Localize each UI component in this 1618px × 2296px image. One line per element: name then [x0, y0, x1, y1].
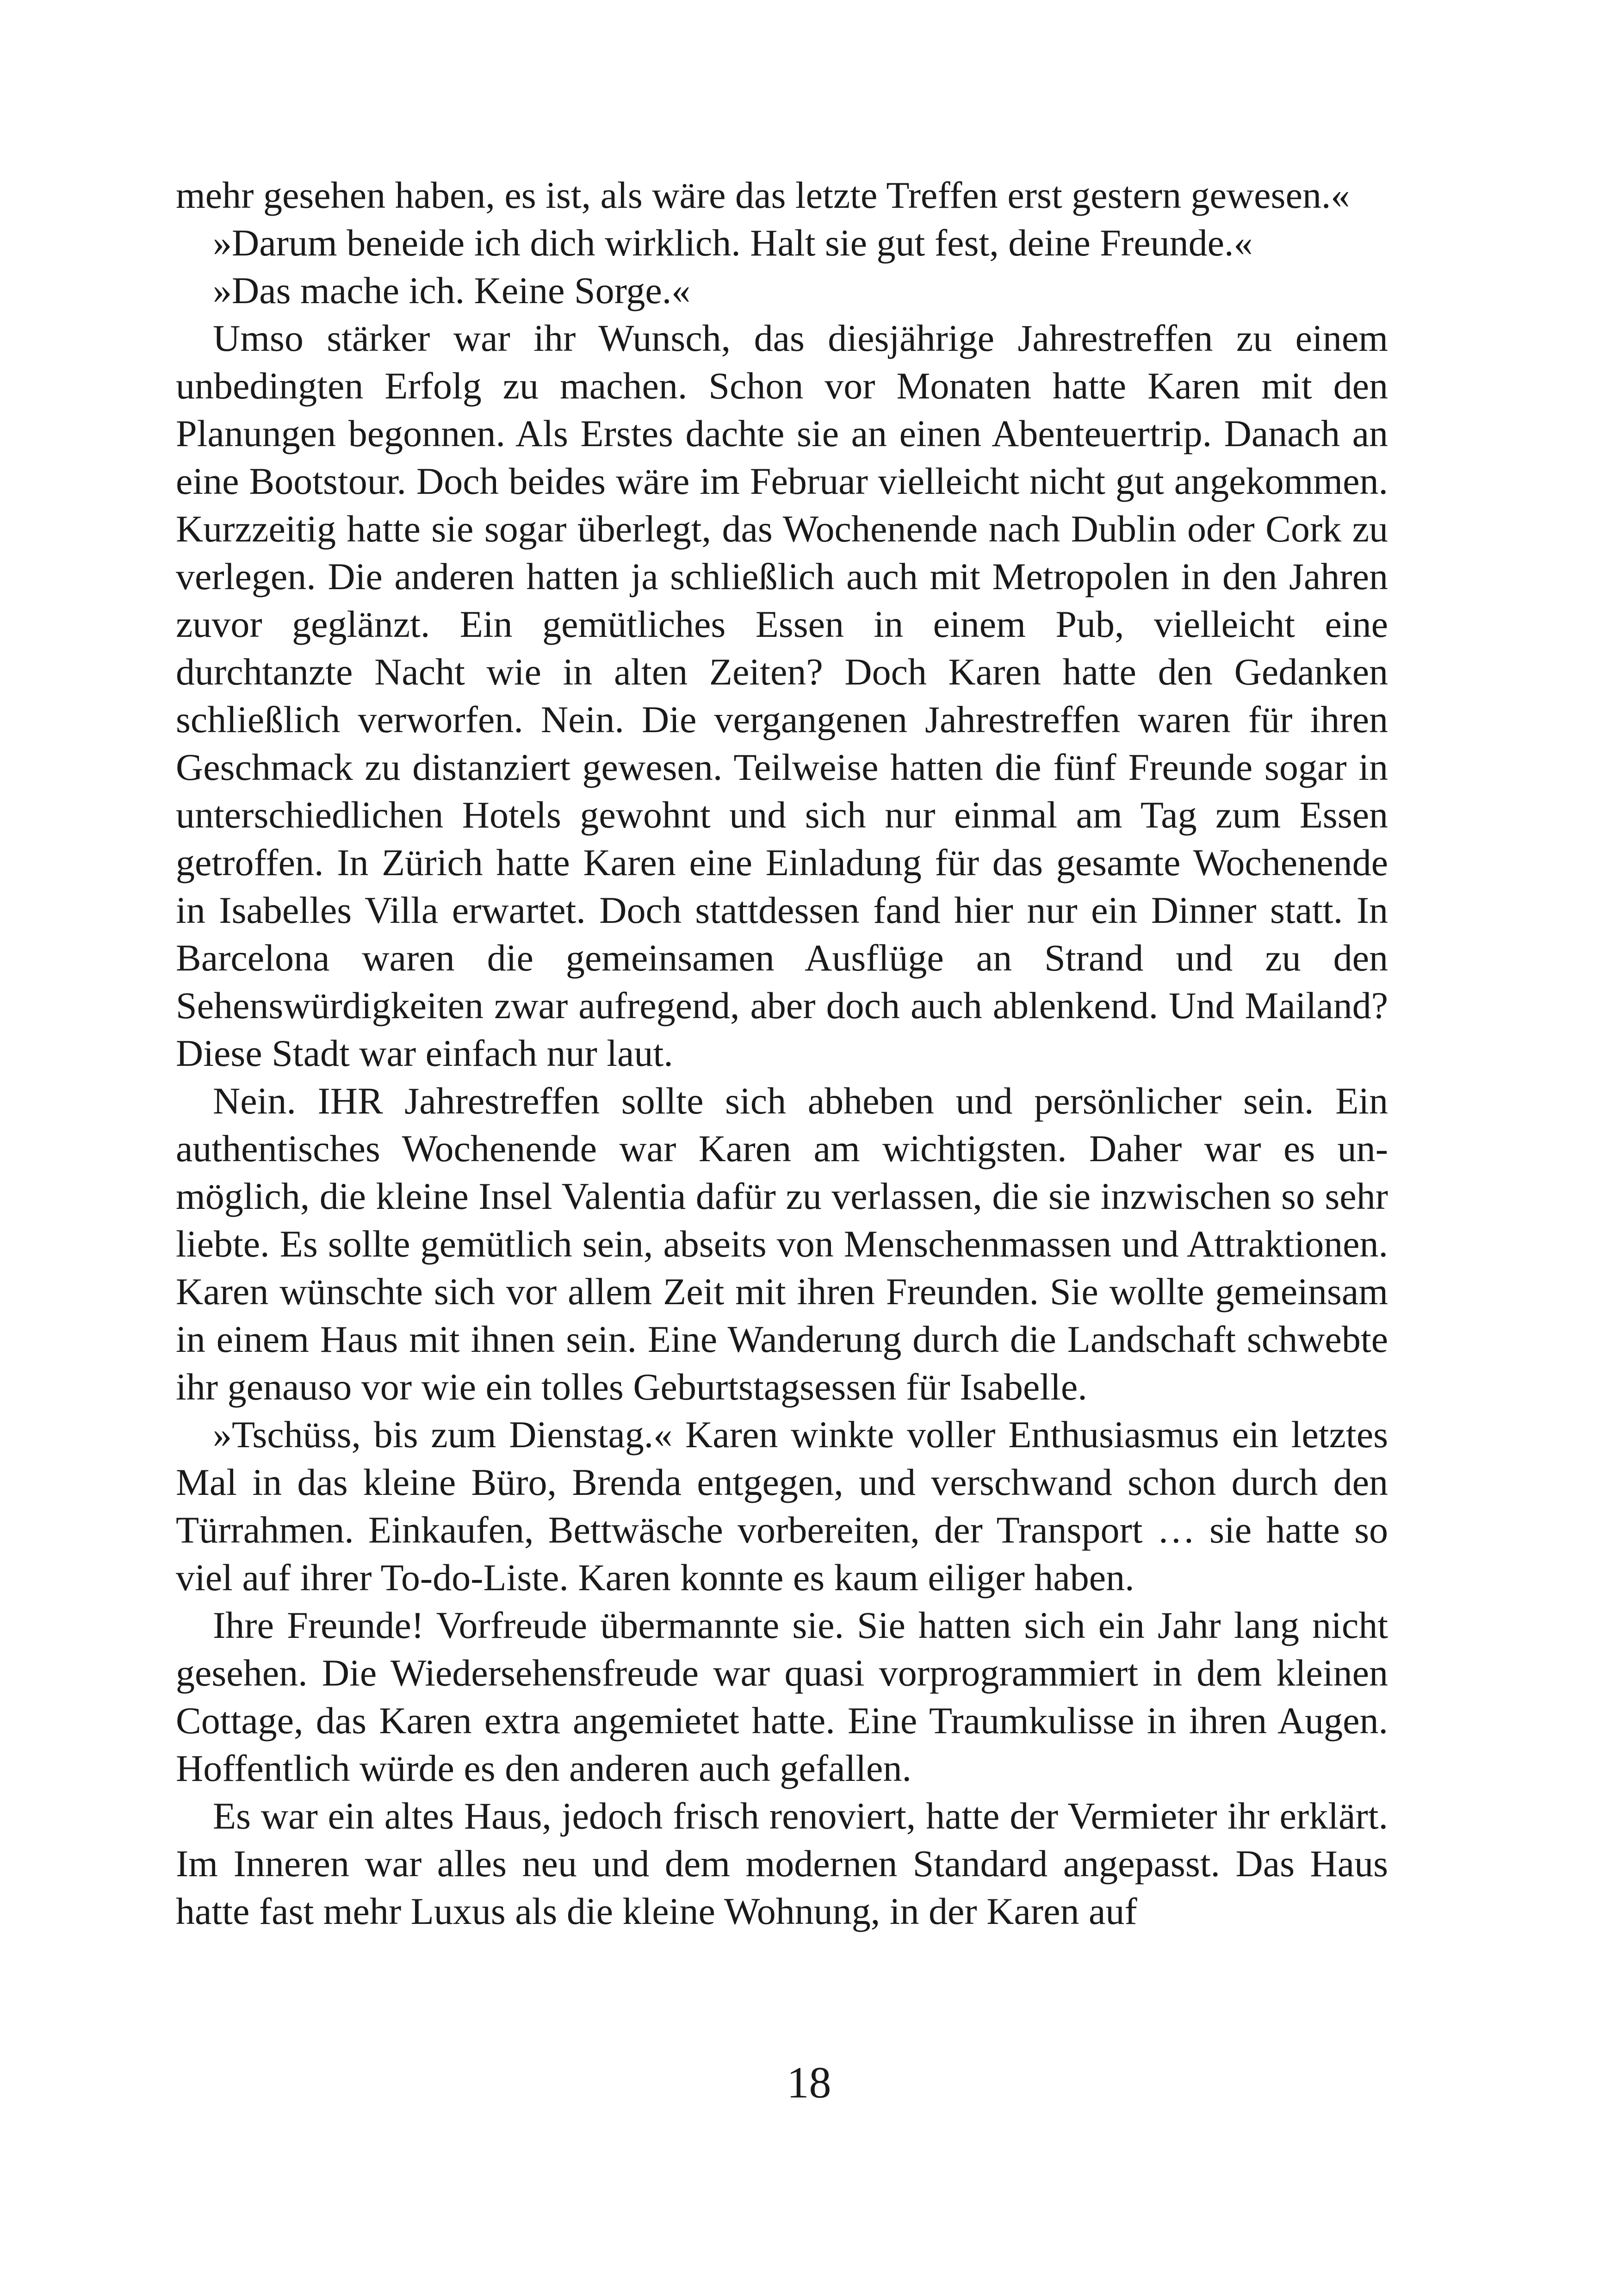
paragraph-jahrestreffen: Nein. IHR Jahrestreffen sollte sich abheben und persönlicher sein. Ein authentisches Wochenende war Karen am wichtigsten. Daher war es unmöglich, die kleine Insel Valentia dafür zu verlassen, die sie inzwischen so sehr liebte. Es sollte gemütlich sein, abseits von Menschenmassen und Attraktionen. Karen wünschte sich vor allem Zeit mit ihren Freunden. Sie wollte gemeinsam in einem Haus mit ihnen sein. Eine Wanderung durch die Landschaft schwebte ihr genauso vor wie ein tolles Geburtstagsessen für Isabelle. — [176, 1080, 1388, 1408]
paragraph-dialogue-1: »Darum beneide ich dich wirklich. Halt sie gut fest, deine Freunde.« — [213, 222, 1253, 264]
paragraph-house: Es war ein altes Haus, jedoch frisch renoviert, hatte der Vermieter ihr erklärt. Im Inneren war alles neu und dem modernen Standard angepasst. Das Haus hatte fast mehr Luxus als die kleine Wohnung, in der Karen auf — [176, 1795, 1388, 1932]
paragraph-friends: Ihre Freunde! Vorfreude übermannte sie. Sie hatten sich ein Jahr lang nicht gesehen. Die Wiedersehensfreude war quasi vorprogrammiert in dem kleinen Cottage, das Karen extra angemietet hatte. Eine Traumkulisse in ihren Augen. Hoffentlich würde es den anderen auch gefallen. — [176, 1604, 1388, 1789]
paragraph-dialogue-2: »Das mache ich. Keine Sorge.« — [213, 269, 691, 311]
paragraph-farewell: »Tschüss, bis zum Dienstag.« Karen winkte voller Enthusiasmus ein letztes Mal in das kleine Büro, Brenda entgegen, und verschwand schon durch den Türrahmen. Einkaufen, Bettwäsche vorbereiten, der Transport … sie hatte so viel auf ihrer To-do-Liste. Karen konnte es kaum eiliger haben. — [176, 1413, 1388, 1599]
page-number: 18 — [787, 2058, 831, 2107]
body-text — [176, 171, 1388, 1935]
paragraph-planning: Umso stärker war ihr Wunsch, das diesjährige Jahrestreffen zu einem unbedingten Erfolg zu machen. Schon vor Monaten hatte Karen mit den Planungen begonnen. Als Erstes dachte sie an einen Abenteuertrip. Danach an eine Bootstour. Doch beides wäre im Februar vielleicht nicht gut angekommen. Kurzzeitig hatte sie sogar überlegt, das Wochenende nach Dublin oder Cork zu verlegen. Die anderen hatten ja schließlich auch mit Metropolen in den Jahren zuvor geglänzt. Ein gemütliches Essen in einem Pub, vielleicht eine durchtanzte Nacht wie in alten Zeiten? Doch Karen hatte den Gedanken schließlich verworfen. Nein. Die vergangenen Jahrestreffen waren für ihren Geschmack zu distanziert gewesen. Teilweise hatten die fünf Freunde sogar in unterschiedlichen Hotels gewohnt und sich nur einmal am Tag zum Essen getroffen. In Zürich hatte Karen eine Einladung für das gesamte Wochenende in Isabelles Villa erwartet. Doch stattdessen fand hier nur ein Dinner statt. In Barcelona waren die gemeinsamen Ausflüge an Strand und zu den Sehenswürdigkeiten zwar aufregend, aber doch auch ablenkend. Und Mailand? Diese Stadt war einfach nur laut. — [176, 317, 1388, 1074]
paragraph-continuation: mehr gesehen haben, es ist, als wäre das letzte Treffen erst gestern gewesen.« — [176, 174, 1350, 216]
